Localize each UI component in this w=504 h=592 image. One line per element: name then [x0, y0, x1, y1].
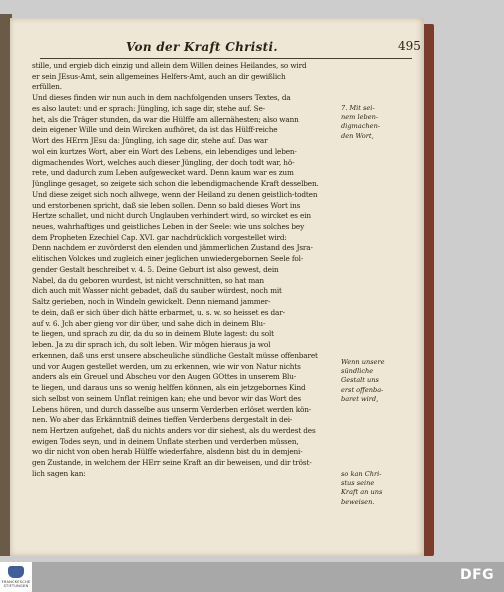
text-line: und erstorbenen spricht, daß sie leben sollen. Denn so bald dieses Wort ins: [32, 200, 301, 210]
text-line: dein eigener Wille und dein Wircken aufhöret, da ist das Hülff-reiche: [32, 125, 278, 135]
text-line: Denn nachdem er zuvörderst den elenden und jämmerlichen Zustand des Jsra-: [32, 243, 313, 253]
text-line: dem Propheten Ezechiel Cap. XVI. gar nachdrücklich vorgestellet wird:: [32, 232, 287, 242]
text-line: te liegen, und daraus uns so wenig helffen können, als ein jetzgebornes Kind: [32, 383, 306, 393]
logo-caption-line: FRANCKESCHE: [1, 580, 31, 584]
text-line: und vor Augen gestellet werden, um zu erkennen, wie wir von Natur nichts: [32, 361, 301, 371]
text-line: Wort des HErrn JEsu da: Jüngling, ich sage dir, stehe auf. Das war: [32, 136, 268, 146]
margin-note-line: stus seine: [341, 479, 375, 488]
text-line: Saltz gerieben, noch in Windeln gewickelt. Denn niemand jammer-: [32, 297, 271, 307]
text-line: nem Hertzen aufgehet, daß du nichts anders vor dir siehest, als du werdest des: [32, 425, 316, 435]
text-line: gen Zustande, in welchem der HErr seine Kraft an dir beweisen, und dir tröst-: [32, 458, 312, 468]
text-line: sich selbst von seinem Unflat reinigen kan; ehe und bevor wir das Wort des: [32, 393, 301, 403]
margin-note-line: Kraft an uns: [341, 488, 383, 497]
text-line: te dein, daß er sich über dich hätte erbarmet, u. s. w. so heisset es dar-: [32, 307, 285, 317]
text-line: dich auch mit Wasser nicht gebadet, daß du sauber würdest, noch mit: [32, 286, 282, 296]
text-line: Nabel, da du geboren wurdest, ist nicht verschnitten, so hat man: [32, 275, 264, 285]
margin-note-3: [341, 470, 405, 507]
book-page: [10, 18, 424, 556]
text-line: wol ein kurtzes Wort, aber ein Wort des Lebens, ein lebendiges und leben-: [32, 146, 297, 156]
text-line: stille, und ergieb dich einzig und allein dem Willen deines Heilandes, so wird: [32, 61, 307, 70]
text-line: gender Gestalt beschreibet v. 4. 5. Deine Geburt ist also gewest, dein: [32, 264, 279, 274]
shield-icon: [8, 566, 24, 578]
margin-note-line: erst offenba-: [341, 385, 384, 394]
margin-note-line: baret wird,: [341, 394, 379, 403]
body-text: [32, 61, 338, 480]
margin-note-line: den Wort,: [341, 131, 374, 140]
text-line: te liegen, und sprach zu dir, da du so in deinem Blute lagest: du solt: [32, 329, 274, 339]
margin-note-line: digmachen-: [341, 122, 381, 131]
margin-note-line: Wenn unsere: [341, 358, 385, 366]
margin-note-line: so kan Chri-: [341, 470, 382, 478]
text-line: er sein JEsus-Amt, sein allgemeines Helfers-Amt, auch an dir gewißlich: [32, 71, 286, 81]
footer-bar: [0, 562, 504, 592]
text-line: erkennen, daß uns erst unsere abscheuliche sündliche Gestalt müsse offenbaret: [32, 350, 318, 360]
text-line: Und dieses finden wir nun auch in dem nachfolgenden unsers Textes, da: [32, 93, 291, 103]
margin-note-line: 7. Mit sei-: [341, 104, 375, 112]
text-line: Und diese zeiget sich noch allwege, wenn der Heiland zu denen geistlich-todten: [32, 189, 318, 199]
running-head: Von der Kraft Christi.: [126, 40, 278, 54]
logo-caption: [2, 580, 31, 588]
text-line: auf v. 6. Jch aber gieng vor dir über, und sahe dich in deinem Blu-: [32, 318, 266, 328]
margin-note-2: [341, 358, 405, 404]
text-line: es also lautet: und er sprach: Jüngling, ich sage dir, stehe auf. Se-: [32, 103, 265, 113]
text-line: leben. Ja zu dir sprach ich, du solt leben. Wir mögen hieraus ja wol: [32, 340, 271, 350]
text-line: lich sagen kan:: [32, 468, 86, 478]
margin-note-line: beweisen.: [341, 497, 375, 506]
franckesche-stiftungen-logo[interactable]: [0, 562, 32, 592]
text-line: erfüllen.: [32, 82, 62, 92]
text-line: rete, und dadurch zum Leben aufgewecket ward. Denn kaum war es zum: [32, 168, 294, 178]
logo-caption-line: STIFTUNGEN: [3, 584, 29, 588]
text-line: Hertze schallet, und nicht durch Unglauben verhindert wird, so wircket es ein: [32, 211, 311, 221]
text-line: digmachendes Wort, welches auch dieser Jüngling, der doch todt war, hö-: [32, 157, 295, 167]
dfg-logo[interactable]: DFG: [460, 567, 495, 583]
text-line: ewigen Todes seyn, und in deinem Unflate sterben und verderben müssen,: [32, 436, 299, 446]
margin-note-line: nem leben-: [341, 113, 379, 122]
text-line: Jünglinge gesaget, so zeigete sich schon die lebendigmachende Kraft desselben.: [32, 179, 319, 189]
page-number: 495: [398, 39, 421, 53]
margin-note-line: Gestalt uns: [341, 376, 379, 385]
text-line: neues, wahrhaftiges und geistliches Leben in der Seele: wie uns solches bey: [32, 222, 305, 232]
header-rule: [40, 58, 412, 59]
text-line: Lebens hören, und durch dasselbe aus unserm Verderben erlöset werden kön-: [32, 404, 312, 414]
text-line: het, als die Träger stunden, da war die Hülffe am allernähesten; also wann: [32, 114, 299, 124]
text-line: elitischen Volckes und zugleich einer jeglichen unwiedergebornen Seele fol-: [32, 254, 304, 264]
text-line: nen. Wo aber das Erkänntniß deines tieffen Verderbens dergestalt in dei-: [32, 415, 293, 425]
margin-note-1: [341, 104, 405, 141]
text-line: anders als ein Greuel und Abscheu vor den Augen GOttes in unserem Blu-: [32, 372, 297, 382]
margin-note-line: sündliche: [341, 367, 374, 376]
text-line: wo dir nicht von oben herab Hülffe wiederfahre, alsdenn bist du in demjeni-: [32, 447, 303, 457]
